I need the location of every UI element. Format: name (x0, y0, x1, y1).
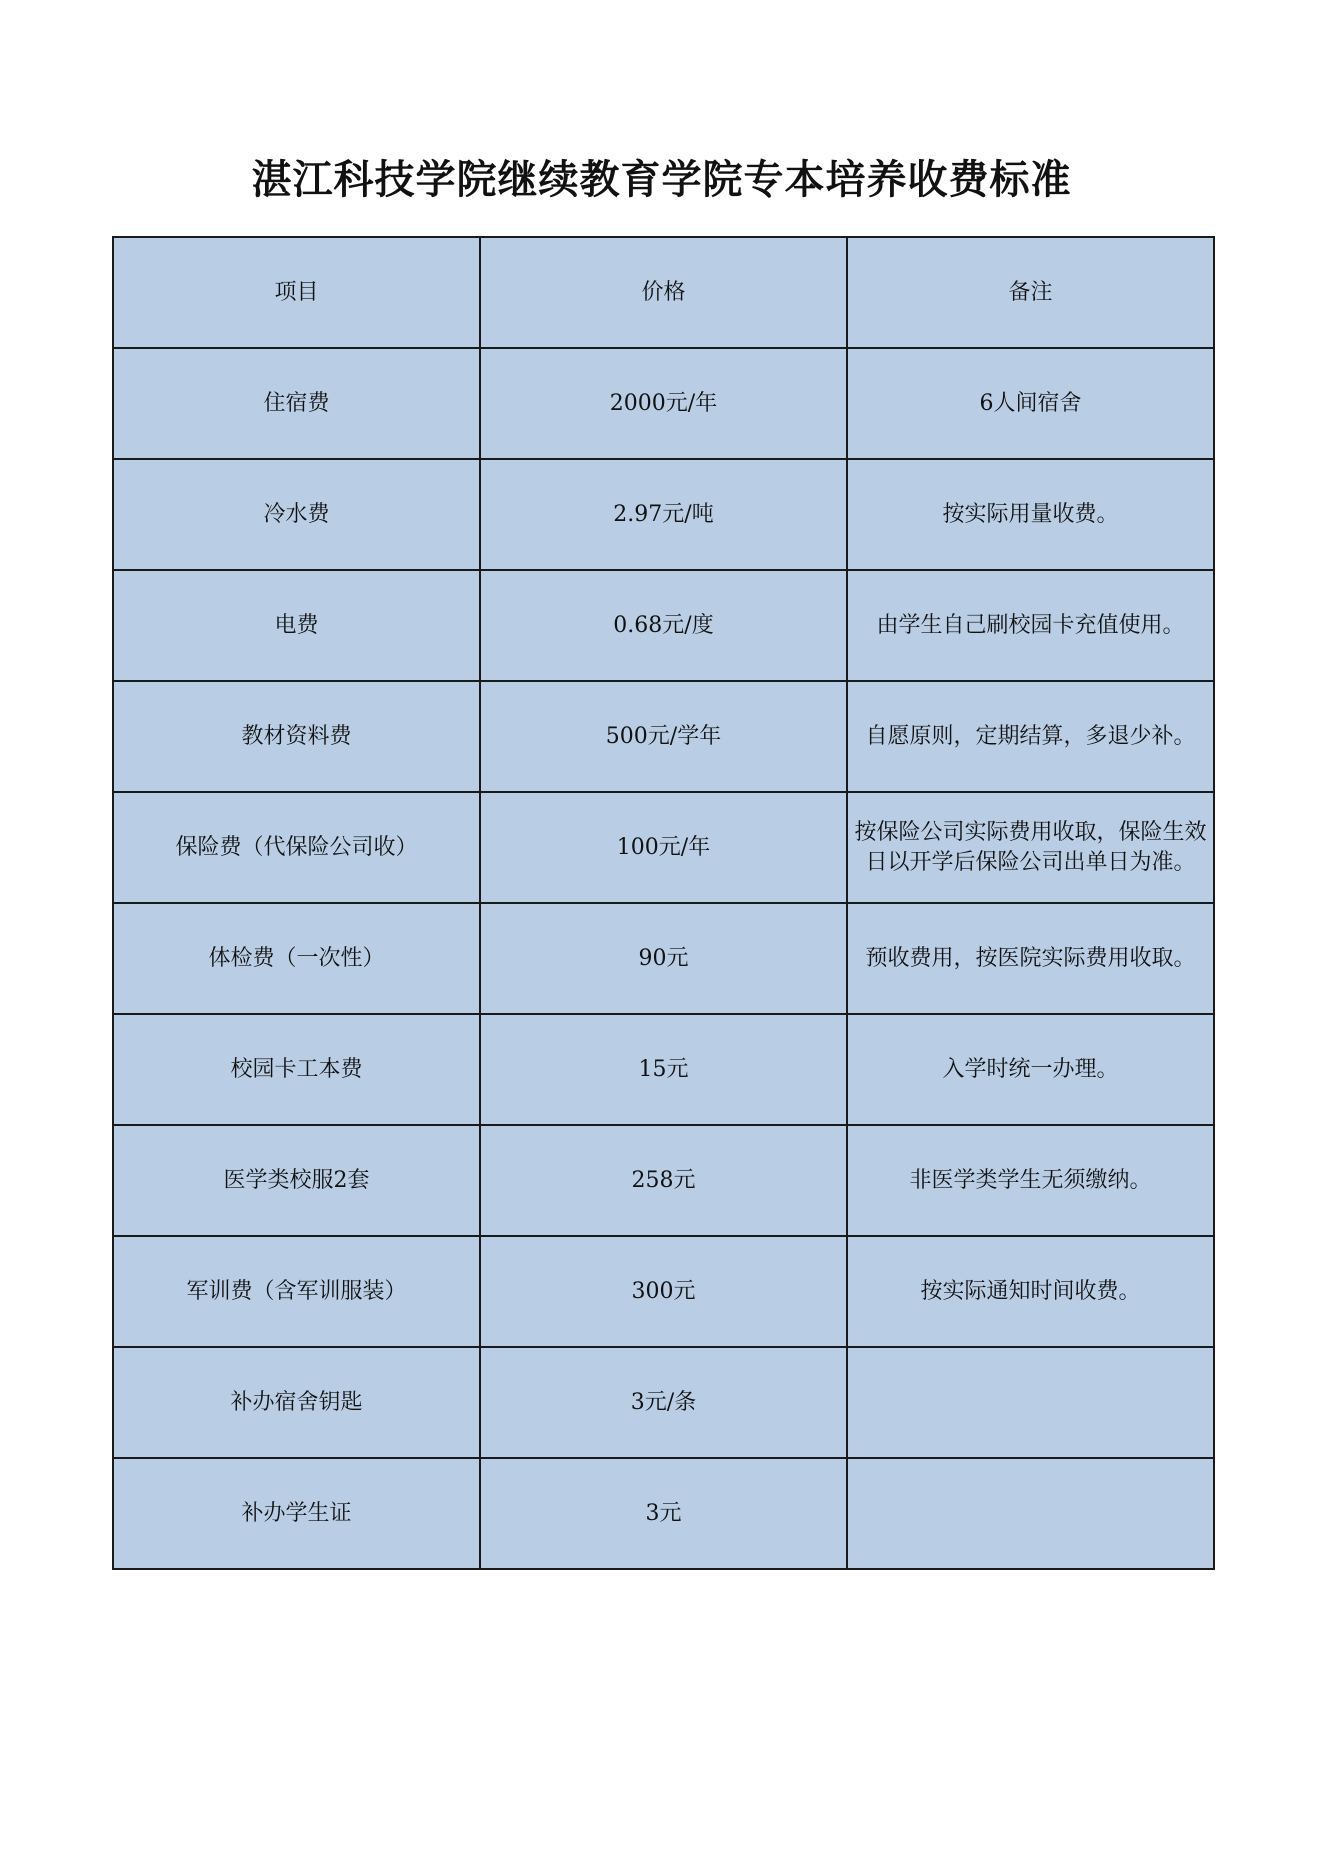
note-cell: 非医学类学生无须缴纳。 (847, 1125, 1214, 1236)
note-cell: 6人间宿舍 (847, 348, 1214, 459)
table-header-row (113, 237, 1214, 348)
price-cell: 2000元/年 (480, 348, 847, 459)
fee-table (112, 236, 1215, 1570)
item-cell: 校园卡工本费 (113, 1014, 480, 1125)
price-cell: 500元/学年 (480, 681, 847, 792)
column-header-item: 项目 (113, 237, 480, 348)
item-cell: 医学类校服2套 (113, 1125, 480, 1236)
price-cell: 0.68元/度 (480, 570, 847, 681)
table-row (113, 1125, 1214, 1236)
price-cell: 100元/年 (480, 792, 847, 903)
item-cell: 教材资料费 (113, 681, 480, 792)
price-cell: 300元 (480, 1236, 847, 1347)
price-cell: 258元 (480, 1125, 847, 1236)
table-row (113, 1014, 1214, 1125)
table-row (113, 1347, 1214, 1458)
price-cell: 2.97元/吨 (480, 459, 847, 570)
table-row (113, 1236, 1214, 1347)
table-row (113, 681, 1214, 792)
note-cell: 按保险公司实际费用收取，保险生效日以开学后保险公司出单日为准。 (847, 792, 1214, 903)
item-cell: 电费 (113, 570, 480, 681)
note-cell: 入学时统一办理。 (847, 1014, 1214, 1125)
price-cell: 90元 (480, 903, 847, 1014)
item-cell: 体检费（一次性） (113, 903, 480, 1014)
price-cell: 15元 (480, 1014, 847, 1125)
note-cell: 自愿原则，定期结算，多退少补。 (847, 681, 1214, 792)
item-cell: 补办学生证 (113, 1458, 480, 1569)
note-cell: 由学生自己刷校园卡充值使用。 (847, 570, 1214, 681)
table-row (113, 459, 1214, 570)
item-cell: 保险费（代保险公司收） (113, 792, 480, 903)
page-title: 湛江科技学院继续教育学院专本培养收费标准 (251, 157, 1072, 203)
table-row (113, 1458, 1214, 1569)
item-cell: 军训费（含军训服装） (113, 1236, 480, 1347)
table-row (113, 792, 1214, 903)
item-cell: 住宿费 (113, 348, 480, 459)
price-cell: 3元 (480, 1458, 847, 1569)
table-row (113, 903, 1214, 1014)
item-cell: 补办宿舍钥匙 (113, 1347, 480, 1458)
note-cell (847, 1458, 1214, 1569)
note-cell: 按实际通知时间收费。 (847, 1236, 1214, 1347)
table-row (113, 570, 1214, 681)
item-cell: 冷水费 (113, 459, 480, 570)
column-header-price: 价格 (480, 237, 847, 348)
table-row (113, 348, 1214, 459)
note-cell (847, 1347, 1214, 1458)
price-cell: 3元/条 (480, 1347, 847, 1458)
note-cell: 按实际用量收费。 (847, 459, 1214, 570)
note-cell: 预收费用，按医院实际费用收取。 (847, 903, 1214, 1014)
column-header-note: 备注 (847, 237, 1214, 348)
